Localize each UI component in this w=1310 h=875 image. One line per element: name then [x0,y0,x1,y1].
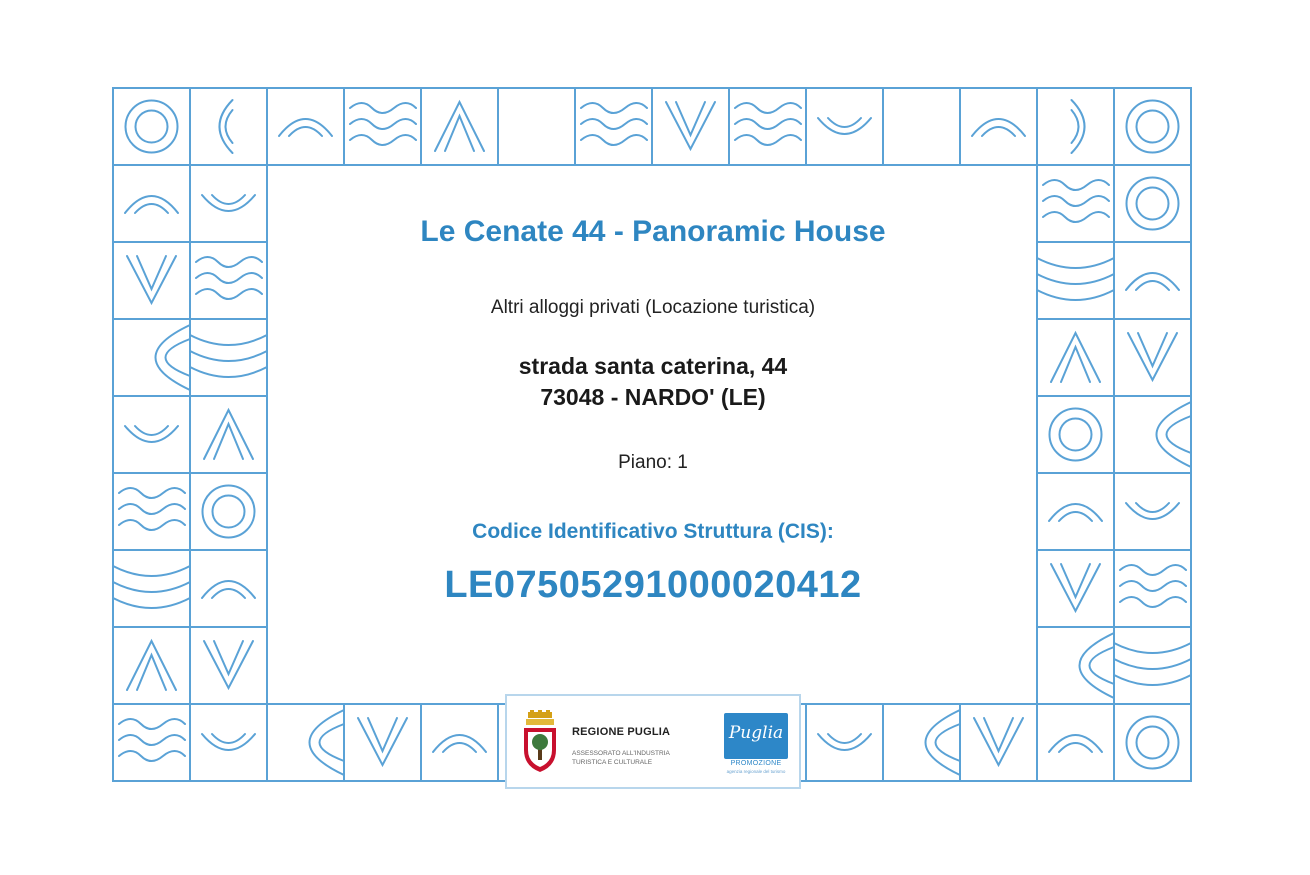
address [268,351,1038,413]
assessorato-line2: TURISTICA E CULTURALE [572,759,653,766]
puglia-logo [724,713,788,759]
assessorato-text [572,749,702,767]
floor-info: Piano: 1 [618,452,688,473]
sponsor-logos [505,694,801,789]
accommodation-type: Altri alloggi privati (Locazione turistica) [490,297,816,318]
puglia-logo-word: Puglia [728,723,784,743]
property-name: Le Cenate 44 - Panoramic House [420,215,886,248]
certificate-panel [268,165,1038,702]
address-street: strada santa caterina, 44 [518,353,788,379]
cis-code: LE07505291000020412 [444,564,862,606]
address-city: 73048 - NARDO' (LE) [540,384,766,410]
cis-label: Codice Identificativo Struttura (CIS): [472,520,834,543]
regione-puglia-crest-icon [519,710,561,774]
puglia-promozione: PROMOZIONE [730,760,782,767]
assessorato-line1: ASSESSORATO ALL'INDUSTRIA [572,750,670,757]
puglia-promozione-sub: agenzia regionale del turismo [726,769,786,774]
regione-puglia-name: REGIONE PUGLIA [572,726,671,738]
